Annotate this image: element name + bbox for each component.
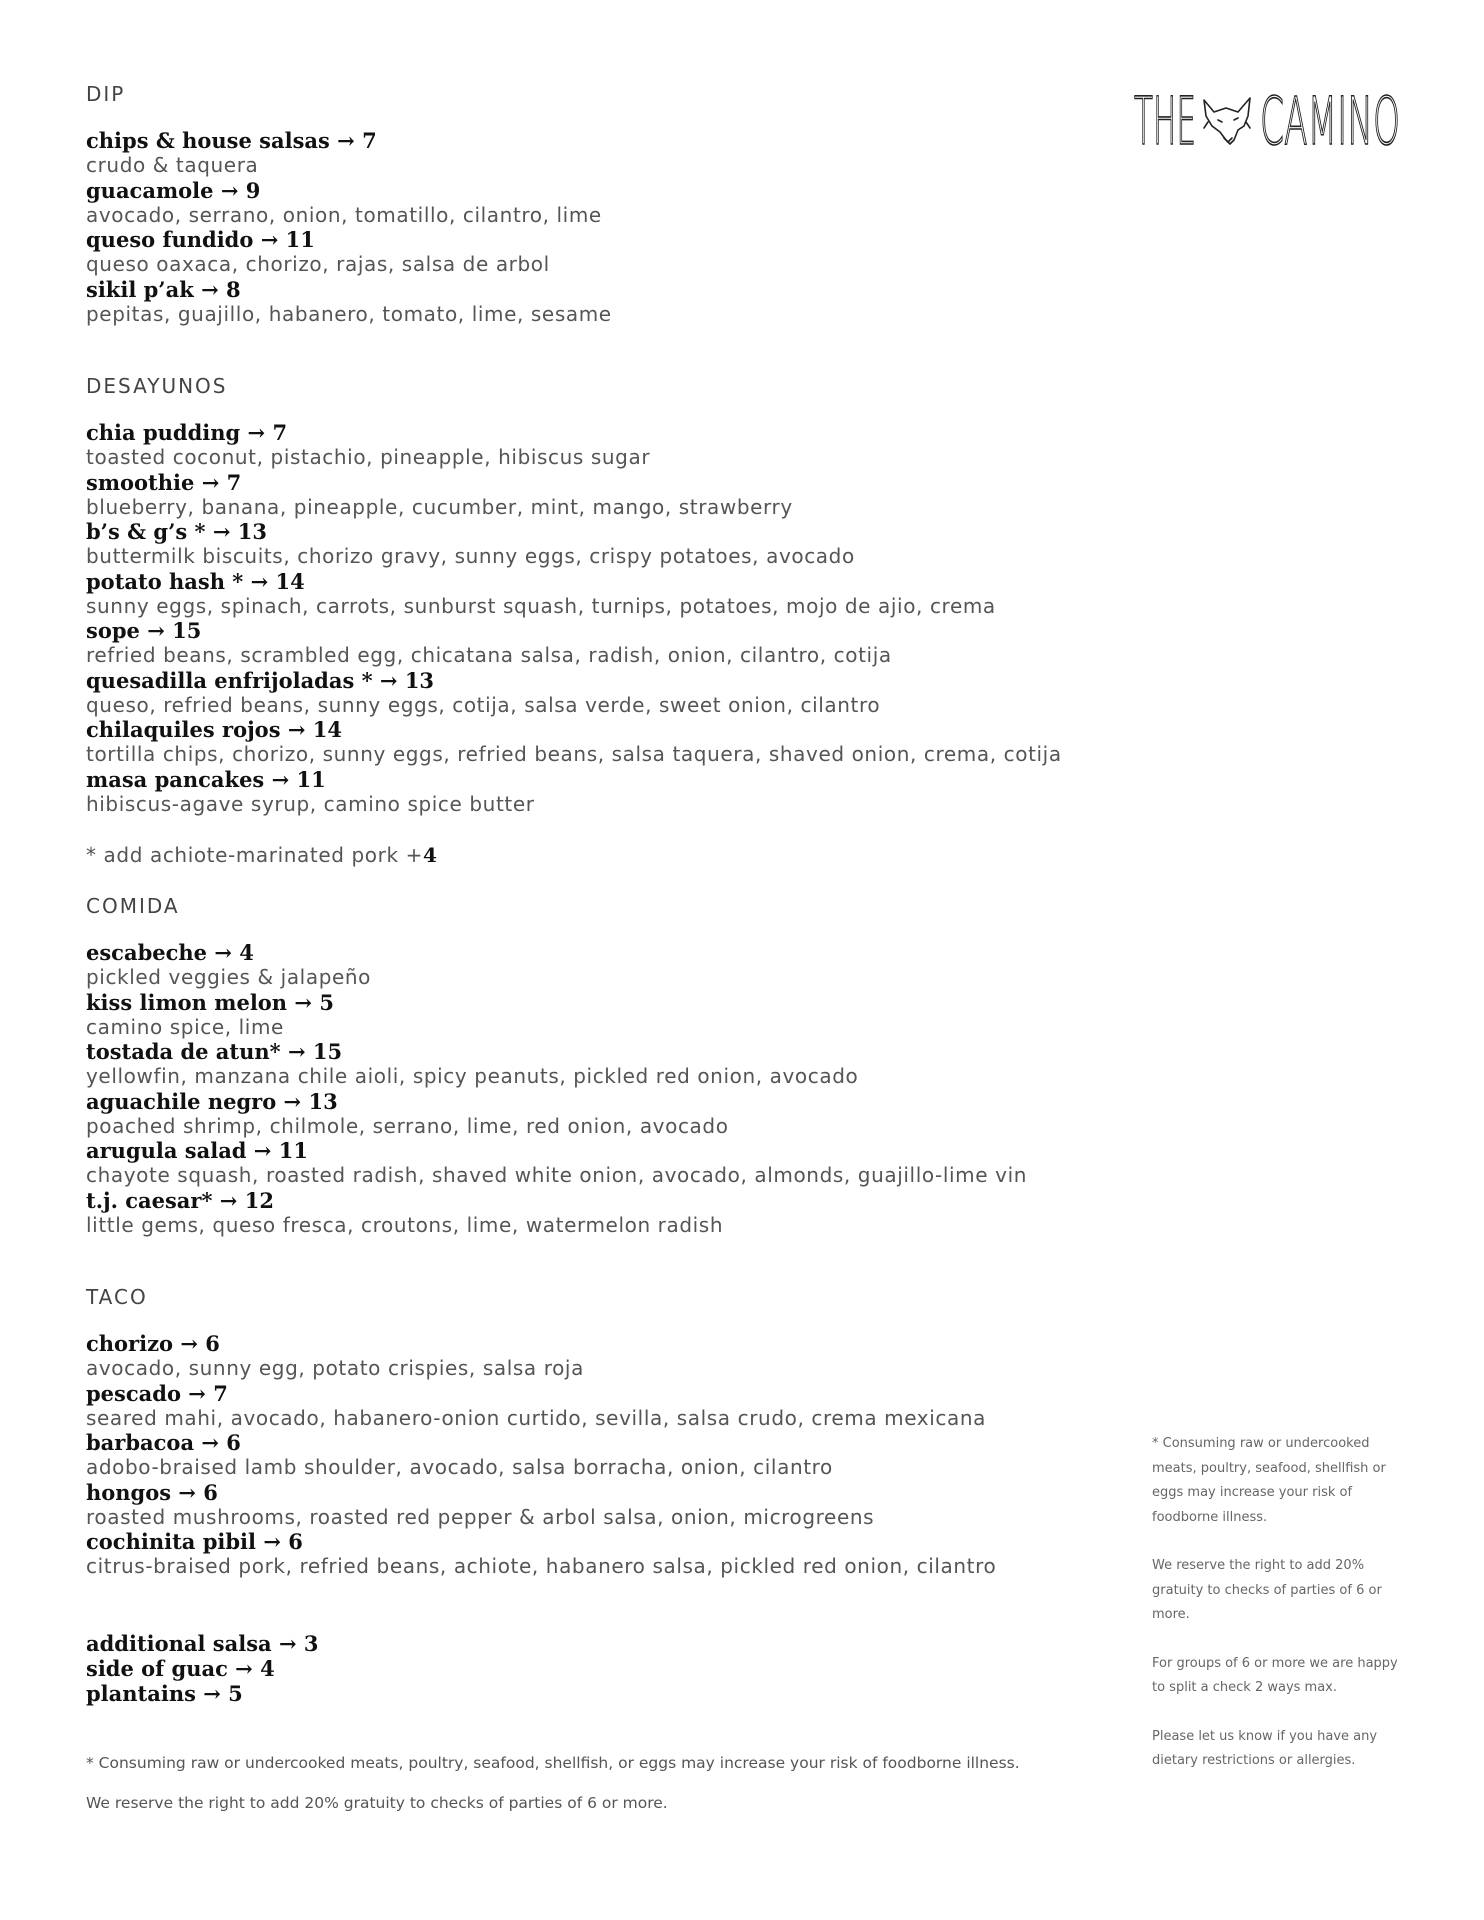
arrow-separator: → bbox=[203, 1680, 221, 1706]
arrow-separator: → bbox=[180, 1331, 198, 1356]
item-price: 13 bbox=[308, 1088, 338, 1114]
item-title: masa pancakes bbox=[86, 766, 265, 792]
add-pork-note-price: 4 bbox=[422, 843, 438, 867]
menu-item-name bbox=[86, 178, 1146, 203]
item-price: 15 bbox=[172, 618, 202, 643]
menu-item-description: refried beans, scrambled egg, chicatana salsa, radish, onion, cilantro, cotija bbox=[86, 643, 892, 667]
item-title: hongos bbox=[86, 1479, 172, 1505]
menu-item-name bbox=[86, 1681, 1146, 1706]
item-price: 9 bbox=[245, 177, 261, 203]
menu-item-description: avocado, serrano, onion, tomatillo, cilantro, lime bbox=[86, 202, 602, 227]
menu-item-description: citrus-braised pork, refried beans, achiote, habanero salsa, pickled red onion, cilantro bbox=[86, 1554, 997, 1578]
item-price: 4 bbox=[260, 1655, 275, 1681]
item-price: 5 bbox=[228, 1680, 243, 1706]
add-pork-note-text: * add achiote-marinated pork + bbox=[86, 843, 423, 867]
section-heading-desayunos: DESAYUNOS bbox=[86, 374, 228, 398]
item-price: 8 bbox=[226, 276, 241, 302]
arrow-separator: → bbox=[287, 717, 306, 742]
menu-item-name bbox=[86, 420, 1146, 445]
footer-gratuity: We reserve the right to add 20% gratuity to checks of parties of 6 or more. bbox=[86, 1794, 668, 1812]
arrow-separator: → bbox=[283, 1088, 302, 1114]
sidebar-gratuity: We reserve the right to add 20% gratuity to checks of parties of 6 or more. bbox=[1152, 1558, 1382, 1622]
menu-item-name bbox=[86, 1188, 1146, 1213]
comida-items bbox=[86, 940, 1146, 1237]
item-price: 3 bbox=[303, 1630, 319, 1656]
arrow-separator: → bbox=[337, 128, 355, 153]
item-title: kiss limon melon bbox=[86, 989, 288, 1015]
item-price: 7 bbox=[213, 1380, 228, 1406]
menu-item-description: adobo-braised lamb shoulder, avocado, salsa borracha, onion, cilantro bbox=[86, 1455, 833, 1479]
menu-item-name bbox=[86, 990, 1146, 1015]
item-price: 14 bbox=[275, 568, 305, 594]
item-title: chilaquiles rojos bbox=[86, 717, 281, 742]
menu-item-description: buttermilk biscuits, chorizo gravy, sunny eggs, crispy potatoes, avocado bbox=[86, 544, 855, 568]
menu-item-name bbox=[86, 1331, 1146, 1356]
item-title: t.j. caesar* bbox=[86, 1187, 213, 1213]
arrow-separator: → bbox=[201, 1430, 219, 1455]
menu-item-name bbox=[86, 1656, 1146, 1681]
item-title: side of guac bbox=[86, 1655, 228, 1681]
menu-item-description: crudo & taquera bbox=[86, 153, 259, 177]
item-title: b’s & g’s * bbox=[86, 519, 206, 544]
menu-item-description: sunny eggs, spinach, carrots, sunburst squash, turnips, potatoes, mojo de ajio, crema bbox=[86, 593, 996, 618]
footer bbox=[86, 1752, 1086, 1814]
item-price: 7 bbox=[362, 128, 377, 153]
menu-item-name bbox=[86, 1138, 1146, 1163]
item-title: chia pudding bbox=[86, 420, 241, 445]
menu-item-description: pickled veggies & jalapeño bbox=[86, 965, 372, 989]
item-title: sope bbox=[86, 618, 140, 643]
item-title: additional salsa bbox=[86, 1630, 272, 1656]
dip-items bbox=[86, 128, 1146, 326]
arrow-separator: → bbox=[247, 420, 266, 445]
item-price: 7 bbox=[272, 420, 288, 445]
item-price: 13 bbox=[237, 519, 267, 544]
desayunos-items bbox=[86, 420, 1146, 816]
item-title: chips & house salsas bbox=[86, 128, 330, 153]
arrow-separator: → bbox=[271, 766, 290, 792]
item-price: 6 bbox=[288, 1529, 303, 1554]
menu-item-name bbox=[86, 1529, 1146, 1554]
item-price: 5 bbox=[319, 989, 334, 1015]
section-sides bbox=[86, 1631, 1146, 1706]
menu-item-description: little gems, queso fresca, croutons, lime, watermelon radish bbox=[86, 1212, 724, 1237]
logo-text-right: CAMINO bbox=[1260, 83, 1400, 156]
menu-item-description: queso, refried beans, sunny eggs, cotija, salsa verde, sweet onion, cilantro bbox=[86, 692, 881, 717]
arrow-separator: → bbox=[278, 1630, 297, 1656]
menu-item-name bbox=[86, 1039, 1146, 1064]
menu-item-description: hibiscus-agave syrup, camino spice butter bbox=[86, 791, 535, 816]
menu-item-name bbox=[86, 1089, 1146, 1114]
item-title: chorizo bbox=[86, 1331, 174, 1356]
item-title: potato hash * bbox=[86, 568, 244, 594]
menu-item-name bbox=[86, 940, 1146, 965]
menu-item-name bbox=[86, 470, 1146, 495]
menu-item-name bbox=[86, 1430, 1146, 1455]
item-title: smoothie bbox=[86, 469, 195, 495]
arrow-separator: → bbox=[250, 568, 269, 594]
item-price: 7 bbox=[226, 469, 242, 495]
arrow-separator: → bbox=[294, 989, 313, 1015]
section-heading-comida: COMIDA bbox=[86, 894, 180, 918]
sidebar-split-check: For groups of 6 or more we are happy to split a check 2 ways max. bbox=[1152, 1655, 1398, 1695]
sidebar-warning: * Consuming raw or undercooked meats, poultry, seafood, shellfish or eggs may increase your risk of foodborne illness. bbox=[1152, 1436, 1386, 1525]
taco-items bbox=[86, 1331, 1146, 1579]
arrow-separator: → bbox=[201, 276, 219, 302]
sidebar-dietary: Please let us know if you have any dietary restrictions or allergies. bbox=[1152, 1728, 1378, 1768]
section-comida bbox=[86, 892, 1146, 1237]
menu-item-description: camino spice, lime bbox=[86, 1014, 284, 1039]
menu-item-name bbox=[86, 767, 1146, 792]
item-title: plantains bbox=[86, 1680, 196, 1706]
sidebar-notes bbox=[1152, 1432, 1402, 1798]
add-pork-note bbox=[86, 842, 1146, 868]
menu bbox=[86, 80, 1146, 1706]
menu-item-description: pepitas, guajillo, habanero, tomato, lime, sesame bbox=[86, 301, 612, 326]
arrow-separator: → bbox=[263, 1529, 281, 1554]
logo bbox=[1134, 82, 1404, 156]
item-price: 13 bbox=[404, 667, 435, 693]
logo-text-left: THE bbox=[1134, 83, 1196, 156]
menu-item-description: avocado, sunny egg, potato crispies, salsa roja bbox=[86, 1356, 584, 1380]
menu-item-name bbox=[86, 519, 1146, 544]
menu-item-description: seared mahi, avocado, habanero-onion curtido, sevilla, salsa crudo, crema mexicana bbox=[86, 1405, 986, 1430]
menu-item-name bbox=[86, 1480, 1146, 1505]
menu-item-description: queso oaxaca, chorizo, rajas, salsa de arbol bbox=[86, 252, 550, 276]
item-price: 6 bbox=[205, 1331, 220, 1356]
fox-icon bbox=[1204, 98, 1250, 144]
menu-item-description: poached shrimp, chilmole, serrano, lime, red onion, avocado bbox=[86, 1113, 729, 1138]
section-dip bbox=[86, 80, 1146, 326]
arrow-separator: → bbox=[220, 177, 239, 203]
arrow-separator: → bbox=[178, 1479, 196, 1505]
item-title: guacamole bbox=[86, 177, 214, 203]
arrow-separator: → bbox=[253, 1138, 272, 1163]
arrow-separator: → bbox=[260, 227, 279, 252]
item-title: quesadilla enfrijoladas * bbox=[86, 667, 373, 693]
menu-item-name bbox=[86, 717, 1146, 742]
menu-item-description: yellowfin, manzana chile aioli, spicy peanuts, pickled red onion, avocado bbox=[86, 1064, 859, 1088]
arrow-separator: → bbox=[287, 1039, 306, 1064]
item-title: queso fundido bbox=[86, 227, 254, 252]
section-heading-taco: TACO bbox=[86, 1285, 148, 1309]
item-price: 4 bbox=[239, 940, 254, 965]
item-price: 11 bbox=[278, 1138, 308, 1163]
item-title: aguachile negro bbox=[86, 1088, 277, 1114]
item-price: 6 bbox=[203, 1479, 218, 1505]
menu-item-name bbox=[86, 128, 1146, 153]
item-price: 6 bbox=[226, 1430, 241, 1455]
item-title: pescado bbox=[86, 1380, 181, 1406]
arrow-separator: → bbox=[188, 1380, 206, 1406]
item-title: sikil p’ak bbox=[86, 276, 194, 302]
menu-item-name bbox=[86, 1631, 1146, 1656]
arrow-separator: → bbox=[147, 618, 165, 643]
menu-item-description: roasted mushrooms, roasted red pepper & arbol salsa, onion, microgreens bbox=[86, 1504, 875, 1529]
item-title: barbacoa bbox=[86, 1430, 195, 1455]
menu-item-description: tortilla chips, chorizo, sunny eggs, refried beans, salsa taquera, shaved onion, crema, cotija bbox=[86, 742, 1062, 766]
item-price: 11 bbox=[285, 227, 315, 252]
section-heading-dip: DIP bbox=[86, 82, 126, 106]
logo-graphic bbox=[1134, 82, 1404, 156]
item-price: 15 bbox=[312, 1039, 343, 1064]
item-price: 12 bbox=[244, 1187, 274, 1213]
menu-item-name bbox=[86, 618, 1146, 643]
arrow-separator: → bbox=[214, 940, 232, 965]
arrow-separator: → bbox=[235, 1655, 253, 1681]
menu-item-name bbox=[86, 569, 1146, 594]
arrow-separator: → bbox=[201, 469, 220, 495]
menu-item-name bbox=[86, 227, 1146, 252]
item-title: tostada de atun* bbox=[86, 1039, 281, 1064]
section-taco bbox=[86, 1283, 1146, 1579]
menu-item-name bbox=[86, 1381, 1146, 1406]
menu-item-name bbox=[86, 277, 1146, 302]
arrow-separator: → bbox=[379, 667, 398, 693]
arrow-separator: → bbox=[219, 1187, 238, 1213]
arrow-separator: → bbox=[212, 519, 231, 544]
item-price: 14 bbox=[312, 717, 342, 742]
menu-item-description: toasted coconut, pistachio, pineapple, hibiscus sugar bbox=[86, 445, 651, 469]
item-title: escabeche bbox=[86, 940, 208, 965]
menu-item-name bbox=[86, 668, 1146, 693]
footer-warning: * Consuming raw or undercooked meats, poultry, seafood, shellfish, or eggs may increase your risk of foodborne illness. bbox=[86, 1754, 1020, 1772]
menu-item-description: blueberry, banana, pineapple, cucumber, mint, mango, strawberry bbox=[86, 494, 793, 519]
menu-item-description: chayote squash, roasted radish, shaved white onion, avocado, almonds, guajillo-lime vin bbox=[86, 1163, 1027, 1187]
item-price: 11 bbox=[296, 766, 326, 792]
section-desayunos bbox=[86, 372, 1146, 868]
item-title: cochinita pibil bbox=[86, 1529, 256, 1554]
item-title: arugula salad bbox=[86, 1138, 247, 1163]
